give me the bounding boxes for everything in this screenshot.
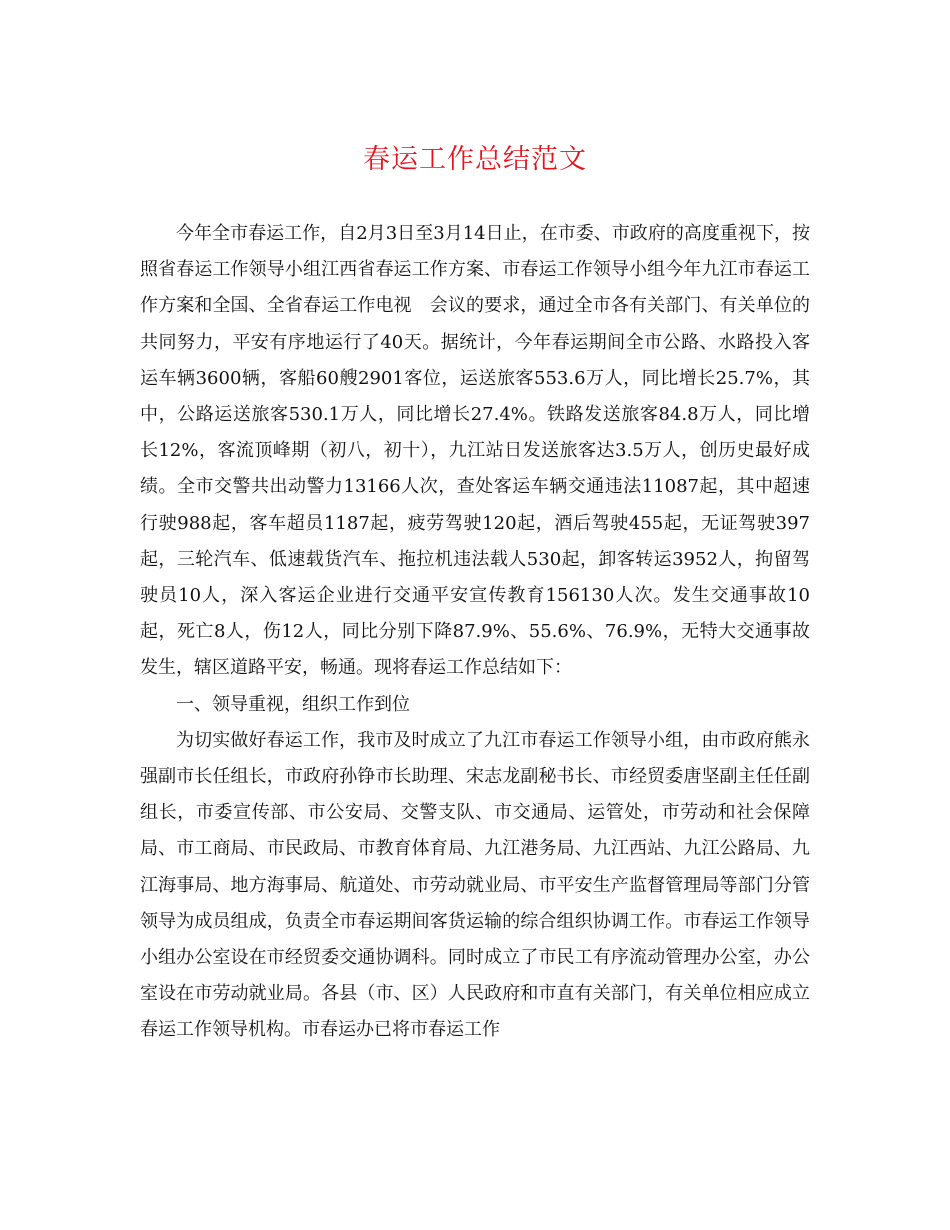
paragraph-intro: 今年全市春运工作，自2月3日至3月14日止，在市委、市政府的高度重视下，按照省春运工作领导小组江西省春运工作方案、市春运工作领导小组今年九江市春运工作方案和全国、全省春运工作电视 会议的要求，通过全市各有关部门、有关单位的共同努力，平安有序地运行了40天。据统计，今年春运期间全市公路、水路投入客运车辆3600辆，客船60艘2901客位，运送旅客553.6万人，同比增长25.7%，其中，公路运送旅客530.1万人，同比增长27.4%。铁路发送旅客84.8万人，同比增长12%，客流顶峰期（初八，初十），九江站日发送旅客达3.5万人，创历史最好成绩。全市交警共出动警力13166人次，查处客运车辆交通违法11087起，其中超速行驶988起，客车超员1187起，疲劳驾驶120起，酒后驾驶455起，无证驾驶397起，三轮汽车、低速载货汽车、拖拉机违法载人530起，卸客转运3952人，拘留驾驶员10人，深入客运企业进行交通平安宣传教育156130人次。发生交通事故10起，死亡8人，伤12人，同比分别下降87.9%、55.6%、76.9%，无特大交通事故发生，辖区道路平安，畅通。现将春运工作总结如下： — [140, 223, 810, 679]
document-title: 春运工作总结范文 — [363, 144, 587, 175]
paragraph-section-1: 为切实做好春运工作，我市及时成立了九江市春运工作领导小组，由市政府熊永强副市长任组长，市政府孙铮市长助理、宋志龙副秘书长、市经贸委唐坚副主任任副组长，市委宣传部、市公安局、交警支队、市交通局、运管处，市劳动和社会保障局、市工商局、市民政局、市教育体育局、九江港务局、九江西站、九江公路局、九江海事局、地方海事局、航道处、市劳动就业局、市平安生产监督管理局等部门分管领导为成员组成，负责全市春运期间客货运输的综合组织协调工作。市春运工作领导小组办公室设在市经贸委交通协调科。同时成立了市民工有序流动管理办公室，办公室设在市劳动就业局。各县（市、区）人民政府和市直有关部门，有关单位相应成立春运工作领导机构。市春运办已将市春运工作 — [140, 729, 810, 1041]
document-body — [140, 216, 810, 1049]
section-heading-1: 一、领导重视，组织工作到位 — [176, 693, 410, 715]
